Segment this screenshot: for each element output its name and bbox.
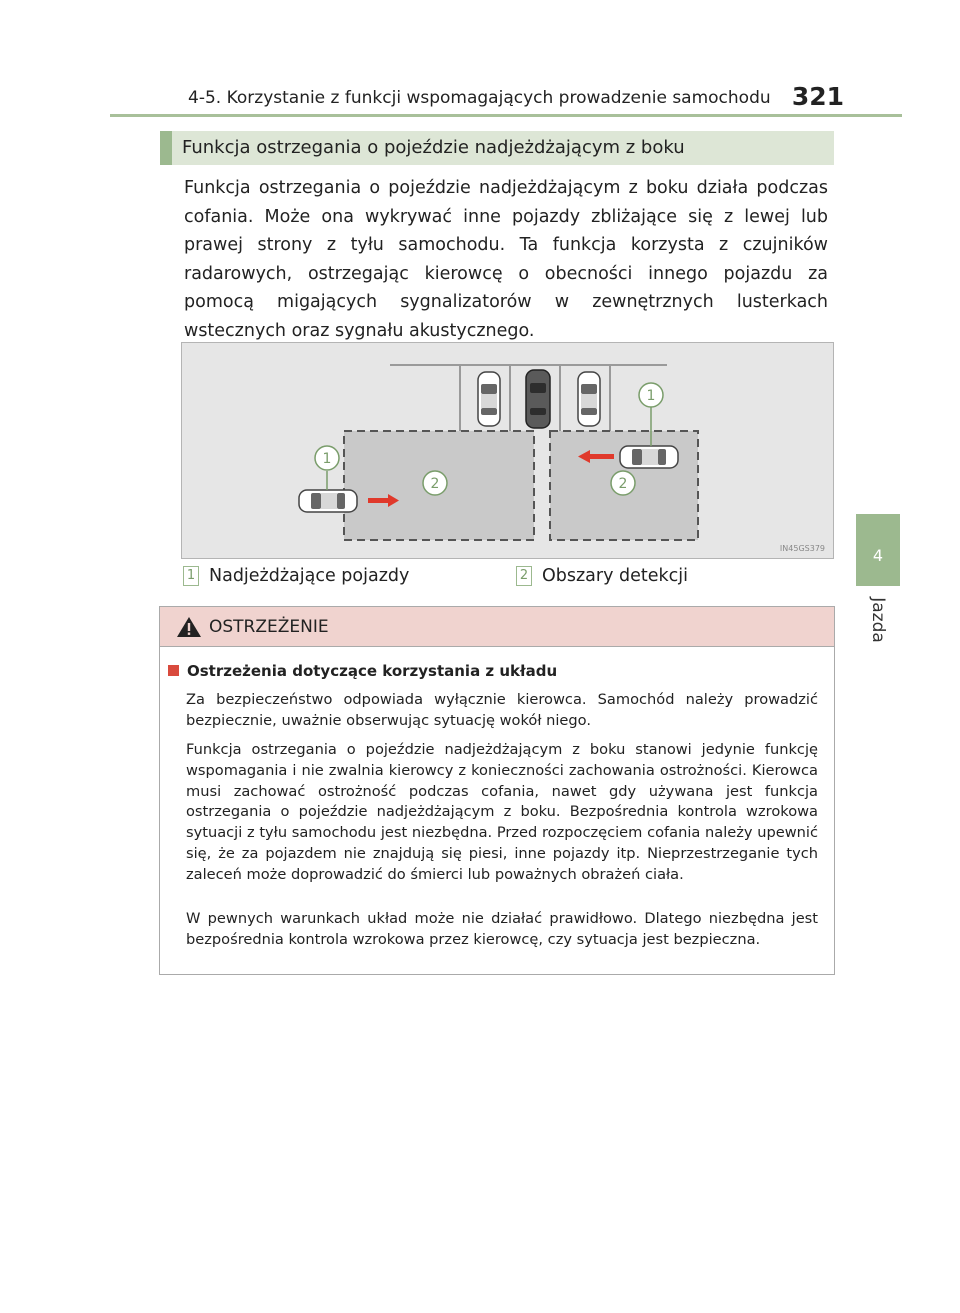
legend-item: [516, 566, 688, 590]
section-heading-text: Funkcja ostrzegania o pojeździe nadjeżdżającym z boku: [182, 137, 685, 158]
warning-paragraph: W pewnych warunkach układ może nie działać prawidłowo. Dlatego niezbędna jest bezpośrednia kontrola wzrokowa przez kierowcę, czy sytuacja jest bezpieczna.: [186, 910, 818, 948]
legend-text: Obszary detekcji: [542, 566, 689, 586]
callout-2-left-num: 2: [430, 476, 440, 492]
legend-item: [183, 566, 409, 590]
chapter-title: 4-5. Korzystanie z funkcji wspomagających prowadzenie samochodu: [188, 88, 771, 108]
parked-car: [478, 372, 500, 426]
approaching-vehicle-left: [299, 490, 357, 512]
warning-subheading-text: Ostrzeżenia dotyczące korzystania z układu: [187, 662, 558, 680]
warning-title: OSTRZEŻENIE: [209, 617, 329, 637]
callout-1-left: [315, 446, 339, 470]
warning-triangle-icon: [176, 616, 202, 638]
own-vehicle: [526, 370, 550, 428]
parking-diagram: [182, 343, 833, 558]
legend-number: 1: [183, 566, 199, 586]
parked-car: [578, 372, 600, 426]
header-rule: [110, 114, 902, 117]
callout-2-right: [611, 471, 635, 495]
callout-2-left: [423, 471, 447, 495]
figure-code: IN45GS379: [779, 544, 825, 553]
section-heading: [160, 131, 834, 165]
callout-1-left-num: 1: [322, 451, 332, 467]
callout-1-right: [639, 383, 663, 407]
warning-header: [160, 607, 834, 647]
warning-paragraph: Za bezpieczeństwo odpowiada wyłącznie kierowca. Samochód należy prowadzić bezpiecznie, uważnie obserwując sytuację wokół niego.: [186, 691, 818, 729]
chapter-tab-label: [856, 590, 900, 650]
chapter-tab[interactable]: 4: [856, 514, 900, 586]
legend-text: Nadjeżdżające pojazdy: [209, 566, 410, 586]
chapter-tab-label-text: Jazda: [868, 597, 888, 643]
legend-number: 2: [516, 566, 532, 586]
section-body-text: Funkcja ostrzegania o pojeździe nadjeżdżającym z boku działa podczas cofania. Może ona wykrywać inne pojazdy zbliżające się z lewej lub prawej strony z tyłu samochodu. Ta funkcja korzysta z czujników radarowych, ostrzegając kierowcę o obecności innego pojazdu za pomocą migających sygnalizatorów w zewnętrznych lusterkach wstecznych oraz sygnału akustycznego.: [184, 178, 828, 341]
page-number: 321: [791, 82, 844, 111]
page-header: [160, 84, 844, 114]
callout-2-right-num: 2: [618, 476, 628, 492]
warning-box: [159, 606, 835, 975]
callout-1-right-num: 1: [646, 388, 656, 404]
rear-cross-traffic-illustration: [181, 342, 834, 559]
warning-subheading: [168, 662, 557, 680]
bullet-square-icon: [168, 665, 179, 676]
approaching-vehicle-right: [620, 446, 678, 468]
warning-paragraph: Funkcja ostrzegania o pojeździe nadjeżdżającym z boku stanowi jedynie funkcję wspomagania i nie zwalnia kierowcy z konieczności zachowania ostrożności. Kierowca musi zachować ostrożność podczas cofania, nawet gdy używana jest funkcja ostrzegania o pojeździe nadjeżdżającym z boku. Bezpośrednia kontrola wzrokowa sytuacji z tyłu samochodu jest niezbędna. Przed rozpoczęciem cofania należy upewnić się, że za pojazdem nie znajdują się piesi, inne pojazdy itp. Nieprzestrzeganie tych zaleceń może doprowadzić do śmierci lub poważnych obrażeń ciała.: [186, 741, 818, 883]
